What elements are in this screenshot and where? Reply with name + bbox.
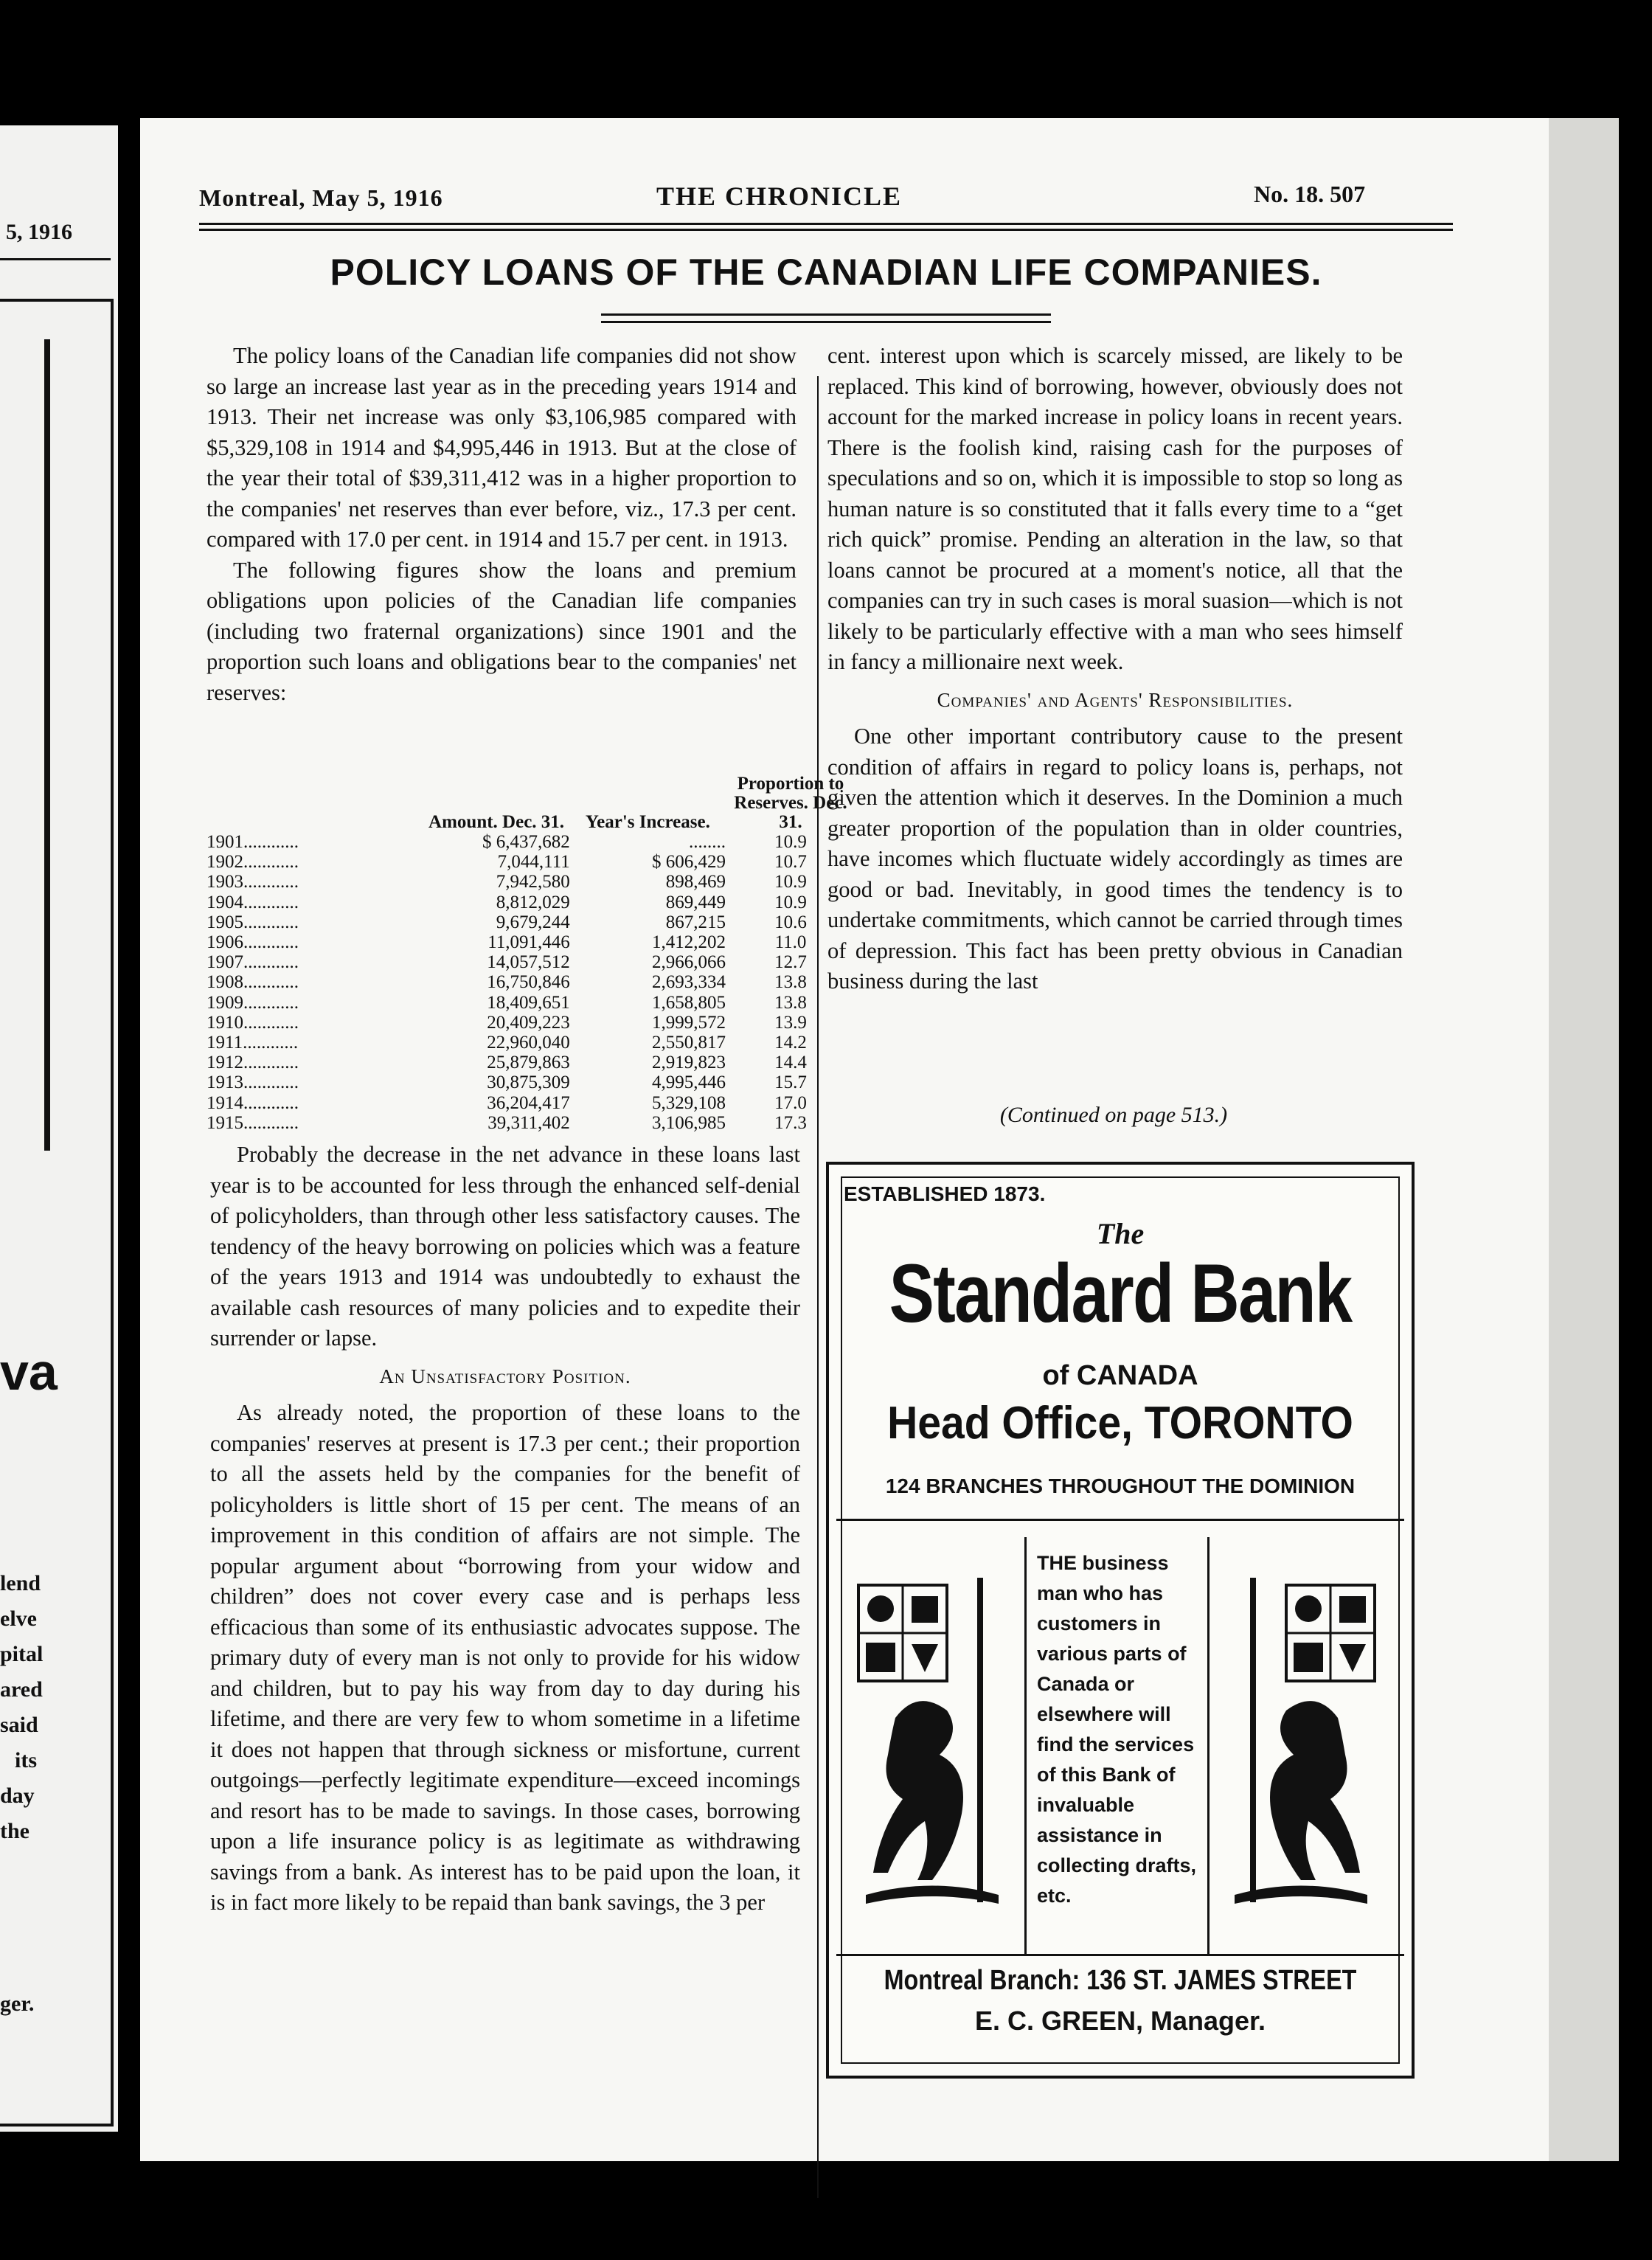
continued-note: (Continued on page 513.) xyxy=(999,1103,1228,1127)
paragraph: As already noted, the proportion of these loans to the companies' reserves at present is 17.3 per cent.; their proportion to all the assets held by the companies for the benefit of policyholders is little short of 15 per cent. The means of an improvement in this condition of affairs are not simple. The popular argument about “borrowing from your widow and children” does not cover every case and is perhaps less efficacious than some of its enthusiastic advocates suppose. The primary duty of every man is not only to provide for his widow and children, but to pay his way from day to day during his lifetime, and there are very few to whom sometime in a lifetime it does not happen that through sickness or misfortune, current outgoings—perfectly legitimate expenditure—exceed incomings and resort has to be made to savings. In those cases, borrowing upon a life insurance policy is as legitimate as withdrawing savings from a bank. As interest has to be paid upon the loan, it is in fact more likely to be repaid than bank savings, the 3 per xyxy=(210,1400,800,1915)
left-page-line: ger. xyxy=(0,1992,35,2016)
proportion-cell: 14.4 xyxy=(774,1053,807,1073)
ad-rule xyxy=(836,1954,1404,1956)
amount-cell: 22,960,040 xyxy=(487,1033,570,1053)
proportion-cell: 11.0 xyxy=(774,932,807,953)
proportion-cell: 10.9 xyxy=(774,892,807,912)
left-page-line: said xyxy=(0,1713,38,1737)
subheading: Companies' and Agents' Responsibilities. xyxy=(937,688,1294,711)
left-page-line: its xyxy=(15,1748,37,1772)
amount-cell: 11,091,446 xyxy=(487,932,570,953)
title-underline xyxy=(601,321,1051,323)
table-header: Proportion to Reserves. Dec. 31. xyxy=(734,774,847,832)
paragraph: cent. interest upon which is scarcely missed, are likely to be replaced. This kind of borrowing, however, obviously does not account for the marked increase in policy loans in recent years. There is the foolish kind, raising cash for the purposes of speculations and so on, which it is impossible to stop so long as human nature is so constituted that it falls every time to a “get rich quick” promise. Pending an alteration in the law, so that loans cannot be procured at a moment's notice, all that the companies can try in such cases is moral suasion—which is not likely to be particularly effective with a man who sees himself in fancy a millionaire next week. xyxy=(827,343,1403,674)
right-column xyxy=(827,341,1403,997)
table-row xyxy=(206,932,856,952)
proportion-cell: 13.9 xyxy=(774,1012,807,1033)
table-row xyxy=(206,892,856,912)
header-rule xyxy=(199,229,1453,231)
ad-head-office: Head Office, TORONTO xyxy=(887,1398,1353,1449)
increase-cell: 2,550,817 xyxy=(651,1033,726,1053)
header-rule xyxy=(199,223,1453,225)
proportion-cell: 10.9 xyxy=(774,872,807,892)
increase-cell: 1,412,202 xyxy=(651,932,726,953)
year-cell: 1909............ xyxy=(206,992,299,1013)
year-cell: 1908............ xyxy=(206,972,299,993)
paragraph: The policy loans of the Canadian life companies did not show so large an increase last year as in the preceding years 1914 and 1913. Their net increase was only $3,106,985 compared with $5,329,108 in 1914 and $4,995,446 in 1913. But at the close of the year their total of $39,311,412 was in a higher proportion to the companies' net reserves than ever before, viz., 17.3 per cent. compared with 17.0 per cent. in 1914 and 15.7 per cent. in 1913. xyxy=(206,343,796,552)
increase-cell: 1,999,572 xyxy=(651,1012,726,1033)
left-column-top xyxy=(206,341,796,708)
year-cell: 1905............ xyxy=(206,912,299,932)
left-page-line: ared xyxy=(0,1677,43,1702)
subheading: An Unsatisfactory Position. xyxy=(379,1365,631,1387)
year-cell: 1913............ xyxy=(206,1072,299,1093)
coat-of-arms-lion-icon xyxy=(851,1578,1006,1932)
table-header xyxy=(206,774,423,832)
left-column-bottom xyxy=(210,1140,800,1918)
table-body xyxy=(206,832,856,1133)
ad-promo-text: THE business man who has customers in various parts of Canada or elsewhere will find the services of this Bank of invaluable assistance in collecting drafts, etc. xyxy=(1037,1552,1197,1907)
ad-the: The xyxy=(1096,1217,1145,1250)
table-header: Year's Increase. xyxy=(585,812,710,832)
left-page-line: pital xyxy=(0,1642,44,1666)
left-page-line: lend xyxy=(0,1571,41,1595)
year-cell: 1915............ xyxy=(206,1112,299,1133)
table-row xyxy=(206,993,856,1013)
year-cell: 1910............ xyxy=(206,1012,299,1033)
table-row xyxy=(206,952,856,972)
header-page-number: No. 18. 507 xyxy=(1254,181,1366,207)
proportion-cell: 13.8 xyxy=(774,992,807,1013)
increase-cell: 3,106,985 xyxy=(651,1112,726,1133)
table-row xyxy=(206,1072,856,1092)
ad-of-canada: of CANADA xyxy=(1042,1360,1198,1391)
increase-cell: 2,966,066 xyxy=(651,952,726,973)
table-row xyxy=(206,912,856,932)
ad-rule xyxy=(836,1519,1404,1521)
ad-bank-name: Standard Bank xyxy=(889,1247,1352,1339)
title-underline xyxy=(601,313,1051,316)
year-cell: 1907............ xyxy=(206,952,299,973)
amount-cell: $ 6,437,682 xyxy=(482,832,570,852)
policy-loans-table xyxy=(206,774,856,1133)
left-page-title-fragment: va xyxy=(0,1343,58,1401)
year-cell: 1904............ xyxy=(206,892,299,912)
proportion-cell: 14.2 xyxy=(774,1033,807,1053)
amount-cell: 16,750,846 xyxy=(487,972,570,993)
table-row xyxy=(206,972,856,992)
increase-cell: $ 606,429 xyxy=(651,852,726,873)
amount-cell: 36,204,417 xyxy=(487,1092,570,1113)
page xyxy=(140,118,1549,2161)
increase-cell: 898,469 xyxy=(665,872,726,892)
proportion-cell: 10.9 xyxy=(774,832,807,852)
table-row xyxy=(206,1093,856,1113)
ad-established: ESTABLISHED 1873. xyxy=(844,1182,1046,1205)
year-cell: 1911............ xyxy=(206,1033,299,1053)
amount-cell: 25,879,863 xyxy=(487,1053,570,1073)
table-row xyxy=(206,832,856,852)
proportion-cell: 12.7 xyxy=(774,952,807,973)
left-page-line: day xyxy=(0,1784,35,1808)
amount-cell: 20,409,223 xyxy=(487,1012,570,1033)
ad-manager: E. C. GREEN, Manager. xyxy=(974,2006,1266,2036)
ad-branches: 124 BRANCHES THROUGHOUT THE DOMINION xyxy=(885,1474,1356,1497)
table-row xyxy=(206,872,856,892)
amount-cell: 39,311,402 xyxy=(487,1112,570,1133)
paragraph: The following figures show the loans and premium obligations upon policies of the Canadian life companies (including two fraternal organizations) since 1901 and the proportion such loans and obligations bear to the companies' net reserves: xyxy=(206,557,796,705)
amount-cell: 7,044,111 xyxy=(497,852,570,873)
year-cell: 1903............ xyxy=(206,872,299,892)
ad-montreal-branch: Montreal Branch: 136 ST. JAMES STREET xyxy=(884,1965,1357,1996)
left-page-line: the xyxy=(0,1819,30,1843)
amount-cell: 14,057,512 xyxy=(487,952,570,973)
amount-cell: 30,875,309 xyxy=(487,1072,570,1093)
table-row xyxy=(206,1013,856,1033)
increase-cell: 2,693,334 xyxy=(651,972,726,993)
table-header: Amount. Dec. 31. xyxy=(428,812,565,832)
coat-of-arms-lion-icon xyxy=(1227,1578,1382,1932)
increase-cell: 2,919,823 xyxy=(651,1053,726,1073)
table-row xyxy=(206,1113,856,1133)
proportion-cell: 17.0 xyxy=(774,1092,807,1113)
column-rule xyxy=(817,376,819,2198)
amount-cell: 9,679,244 xyxy=(496,912,570,932)
left-page-rule xyxy=(0,258,111,260)
paragraph: One other important contributory cause to the present condition of affairs in regard to policy loans is, perhaps, not given the attention which it deserves. In the Dominion a much greater proportion of the population than in older countries, have incomes which fluctuate widely accordingly as times are good or bad. Inevitably, in good times the tendency is to undertake commitments, which cannot be carried through times of depression. This fact has been pretty obvious in Canadian business during the last xyxy=(827,724,1403,994)
increase-cell: 4,995,446 xyxy=(651,1072,726,1093)
increase-cell: 867,215 xyxy=(665,912,726,932)
increase-cell: 869,449 xyxy=(665,892,726,912)
article-title: POLICY LOANS OF THE CANADIAN LIFE COMPANIES. xyxy=(330,252,1322,293)
left-page-line: elve xyxy=(0,1606,37,1631)
proportion-cell: 10.6 xyxy=(774,912,807,932)
paragraph: Probably the decrease in the net advance in these loans last year is to be accounted for less through the enhanced self-denial of policyholders, than through other less satisfactory causes. The tendency of the heavy borrowing on policies which was a feature of the years 1913 and 1914 was undoubtedly to exhaust the available cash resources of many policies and to expedite their surrender or lapse. xyxy=(210,1142,800,1351)
year-cell: 1901............ xyxy=(206,832,299,852)
table-row xyxy=(206,1053,856,1072)
increase-cell: ........ xyxy=(688,832,726,852)
table-header-row xyxy=(206,774,856,832)
standard-bank-advertisement xyxy=(826,1162,1415,2079)
increase-cell: 5,329,108 xyxy=(651,1092,726,1113)
proportion-cell: 10.7 xyxy=(774,852,807,873)
year-cell: 1906............ xyxy=(206,932,299,953)
left-page-fragment xyxy=(0,125,118,2132)
proportion-cell: 17.3 xyxy=(774,1112,807,1133)
year-cell: 1902............ xyxy=(206,852,299,873)
proportion-cell: 15.7 xyxy=(774,1072,807,1093)
header-date: Montreal, May 5, 1916 xyxy=(199,184,443,211)
amount-cell: 8,812,029 xyxy=(496,892,570,912)
year-cell: 1914............ xyxy=(206,1092,299,1113)
table-row xyxy=(206,852,856,872)
page-edge xyxy=(1549,118,1619,2161)
table-row xyxy=(206,1033,856,1053)
amount-cell: 18,409,651 xyxy=(487,992,570,1013)
header-publication: THE CHRONICLE xyxy=(656,181,903,211)
left-page-pillar xyxy=(0,339,50,1151)
year-cell: 1912............ xyxy=(206,1053,299,1073)
proportion-cell: 13.8 xyxy=(774,972,807,993)
increase-cell: 1,658,805 xyxy=(651,992,726,1013)
amount-cell: 7,942,580 xyxy=(496,872,570,892)
left-page-date: 5, 1916 xyxy=(6,220,72,244)
